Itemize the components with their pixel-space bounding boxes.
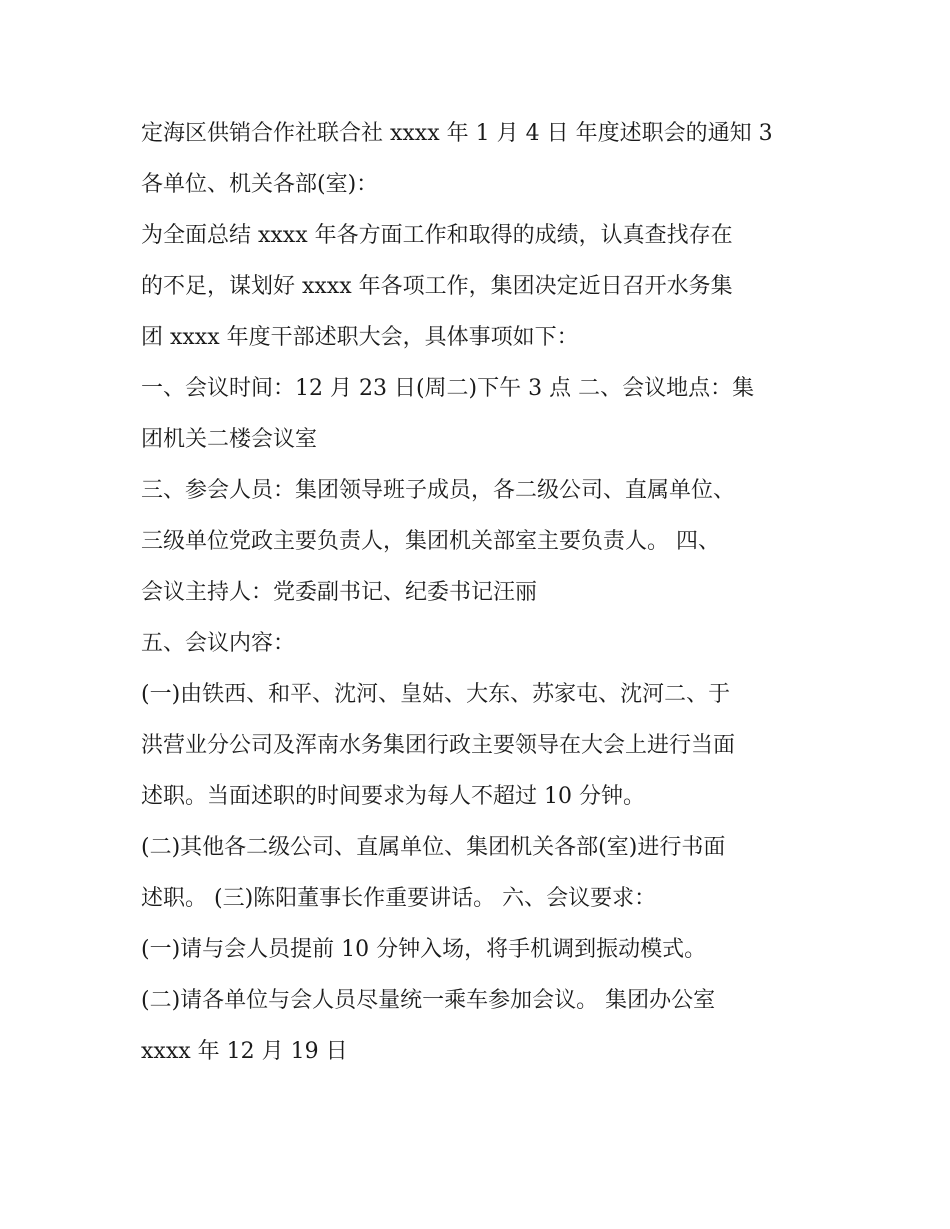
text-line: 三、参会人员：集团领导班子成员，各二级公司、直属单位、	[141, 478, 736, 503]
text-line: 团 xxxx 年度干部述职大会，具体事项如下：	[141, 325, 579, 350]
text-line: 会议主持人：党委副书记、纪委书记汪丽	[141, 580, 538, 605]
text-line: (一)由铁西、和平、沈河、皇姑、大东、苏家屯、沈河二、于	[141, 682, 731, 707]
text-line: 五、会议内容：	[141, 631, 296, 656]
text-line: 三级单位党政主要负责人，集团机关部室主要负责人。 四、	[141, 529, 720, 554]
text-line: 为全面总结 xxxx 年各方面工作和取得的成绩，认真查找存在	[141, 223, 733, 248]
date-line: xxxx 年 12 月 19 日	[141, 1039, 348, 1064]
text-line: 述职。 (三)陈阳董事长作重要讲话。 六、会议要求：	[141, 886, 657, 911]
text-line: 洪营业分公司及浑南水务集团行政主要领导在大会上进行当面	[141, 733, 736, 758]
text-line: (一)请与会人员提前 10 分钟入场，将手机调到振动模式。	[141, 937, 707, 962]
text-line: 述职。当面述职的时间要求为每人不超过 10 分钟。	[141, 784, 645, 809]
text-line: (二)其他各二级公司、直属单位、集团机关各部(室)进行书面	[141, 835, 726, 860]
text-line: (二)请各单位与会人员尽量统一乘车参加会议。 集团办公室	[141, 988, 716, 1013]
text-line: 团机关二楼会议室	[141, 427, 318, 452]
text-line: 的不足，谋划好 xxxx 年各项工作，集团决定近日召开水务集	[141, 274, 733, 299]
document-body	[141, 108, 821, 1077]
salutation-line: 各单位、机关各部(室)：	[141, 172, 379, 197]
title-line: 定海区供销合作社联合社 xxxx 年 1 月 4 日 年度述职会的通知 3	[141, 121, 773, 146]
text-line: 一、会议时间：12 月 23 日(周二)下午 3 点 二、会议地点：集	[141, 376, 755, 401]
